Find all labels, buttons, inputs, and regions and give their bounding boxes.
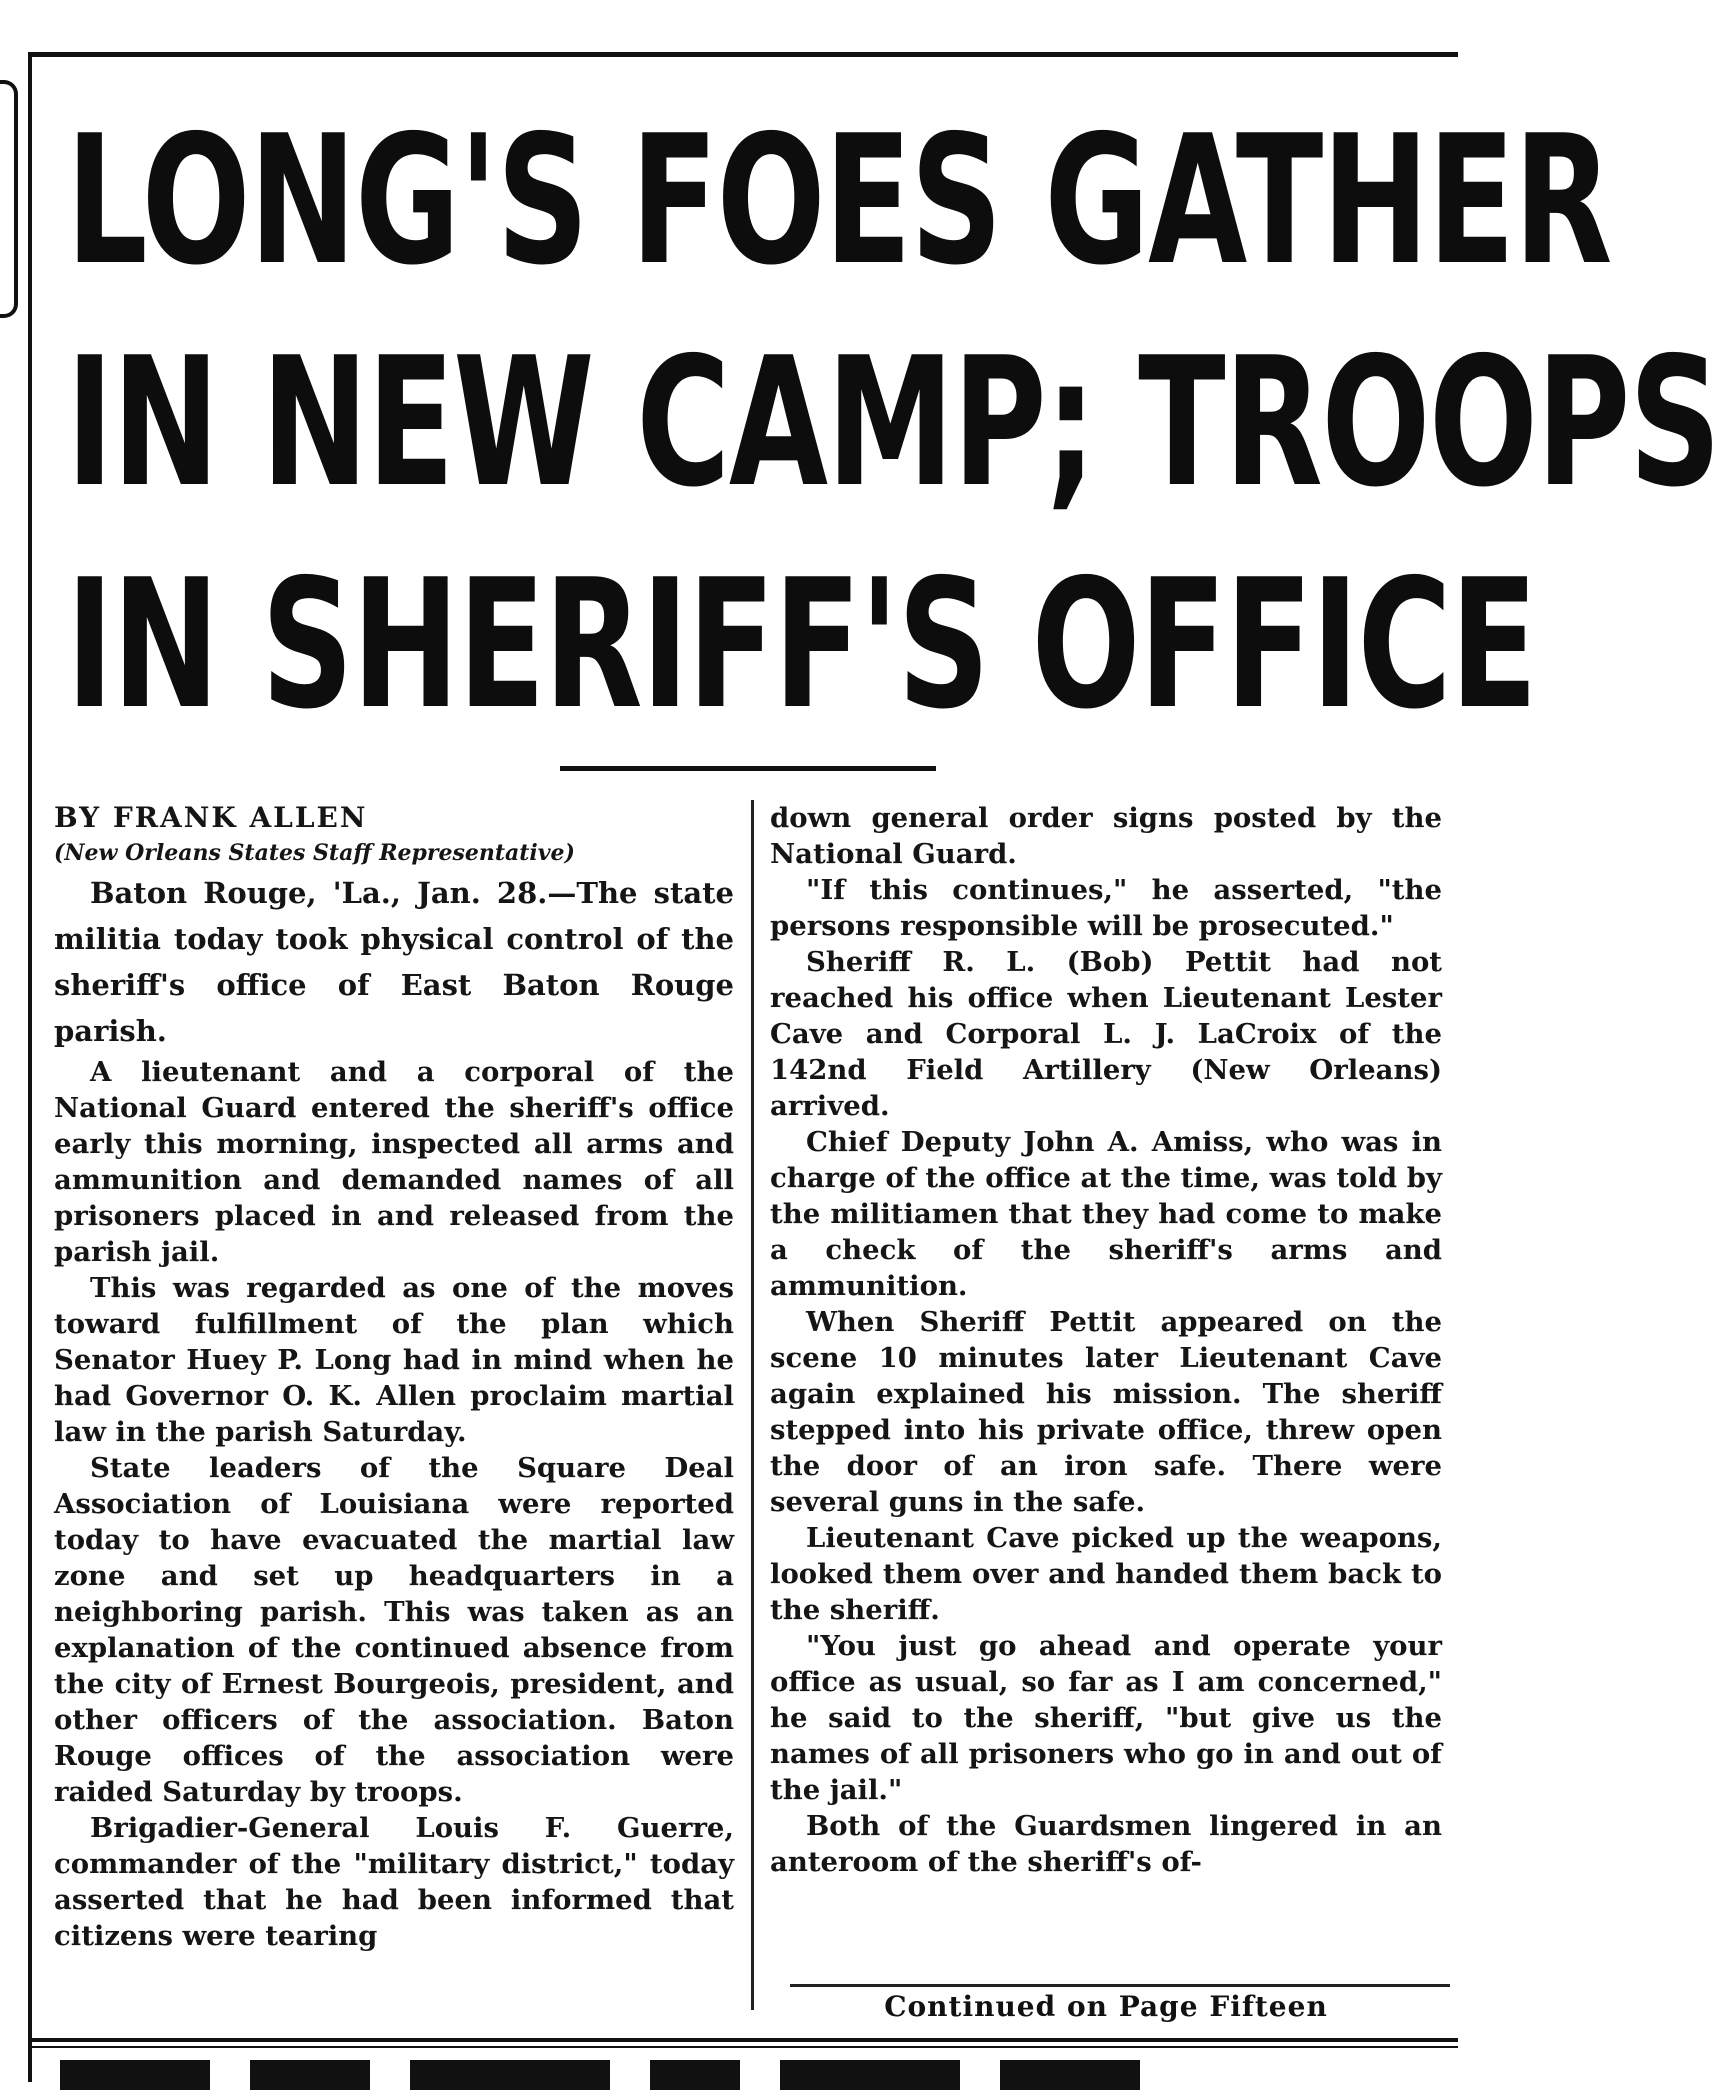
paragraph: Brigadier-General Louis F. Guerre, commander of the "military district," today asserted that he had been informed that citizens were tearing xyxy=(54,1812,734,1952)
dateline-paragraph: Baton Rouge, 'La., Jan. 28.—The state militia today took physical control of the sheriff's office of East Baton Rouge parish. xyxy=(54,876,734,1048)
paragraph: down general order signs posted by the National Guard. xyxy=(770,802,1442,870)
continued-notice: Continued on Page Fifteen xyxy=(884,1990,1328,2023)
paragraph: State leaders of the Square Deal Association of Louisiana were reported today to have evacuated the martial law zone and set up headquarters in a neighboring parish. This was taken as an explanation of the continued absence from the city of Ernest Bourgeois, president, and other officers of the association. Baton Rouge offices of the association were raided Saturday by troops. xyxy=(54,1452,734,1808)
headline-line-2: IN NEW CAMP; TROOPS xyxy=(66,319,1720,526)
paragraph: Chief Deputy John A. Amiss, who was in charge of the office at the time, was told by the militiamen that they had come to make a check of the sheriff's arms and ammunition. xyxy=(770,1126,1442,1302)
left-rule xyxy=(28,52,32,2082)
paragraph: "You just go ahead and operate your office as usual, so far as I am concerned," he said to the sheriff, "but give us the names of all prisoners who go in and out of the jail." xyxy=(770,1630,1442,1806)
paragraph: When Sheriff Pettit appeared on the scene 10 minutes later Lieutenant Cave again explained his mission. The sheriff stepped into his private office, threw open the door of an iron safe. There were several guns in the safe. xyxy=(770,1306,1442,1518)
headline-line-1: LONG'S FOES GATHER xyxy=(66,97,1612,304)
byline: BY FRANK ALLEN xyxy=(54,801,368,834)
paragraph: "If this continues," he asserted, "the persons responsible will be prosecuted." xyxy=(770,874,1442,942)
article-column-2 xyxy=(770,800,1442,1880)
paragraph: A lieutenant and a corporal of the National Guard entered the sheriff's office early this morning, inspected all arms and ammunition and demanded names of all prisoners placed in and released from the parish jail. xyxy=(54,1056,734,1268)
paragraph: Both of the Guardsmen lingered in an anteroom of the sheriff's of- xyxy=(770,1810,1442,1878)
top-rule xyxy=(28,52,1458,57)
headline-line-3: IN SHERIFF'S OFFICE xyxy=(66,541,1537,748)
article-column-1 xyxy=(54,800,734,1954)
column-divider xyxy=(751,800,754,2010)
margin-bracket xyxy=(0,80,18,318)
continued-rule xyxy=(790,1984,1450,1987)
paragraph: Sheriff R. L. (Bob) Pettit had not reached his office when Lieutenant Lester Cave and Corporal L. J. LaCroix of the 142nd Field Artillery (New Orleans) arrived. xyxy=(770,946,1442,1122)
bottom-rule xyxy=(28,2038,1458,2042)
paragraph: Lieutenant Cave picked up the weapons, looked them over and handed them back to the sheriff. xyxy=(770,1522,1442,1626)
paragraph: This was regarded as one of the moves toward fulfillment of the plan which Senator Huey P. Long had in mind when he had Governor O. K. Allen proclaim martial law in the parish Saturday. xyxy=(54,1272,734,1448)
next-headline-cutoff xyxy=(60,2060,1460,2082)
headline-divider xyxy=(560,766,936,771)
headline xyxy=(66,90,1720,756)
bottom-rule-thin xyxy=(28,2046,1458,2048)
byline-credit: (New Orleans States Staff Representative) xyxy=(54,840,575,866)
